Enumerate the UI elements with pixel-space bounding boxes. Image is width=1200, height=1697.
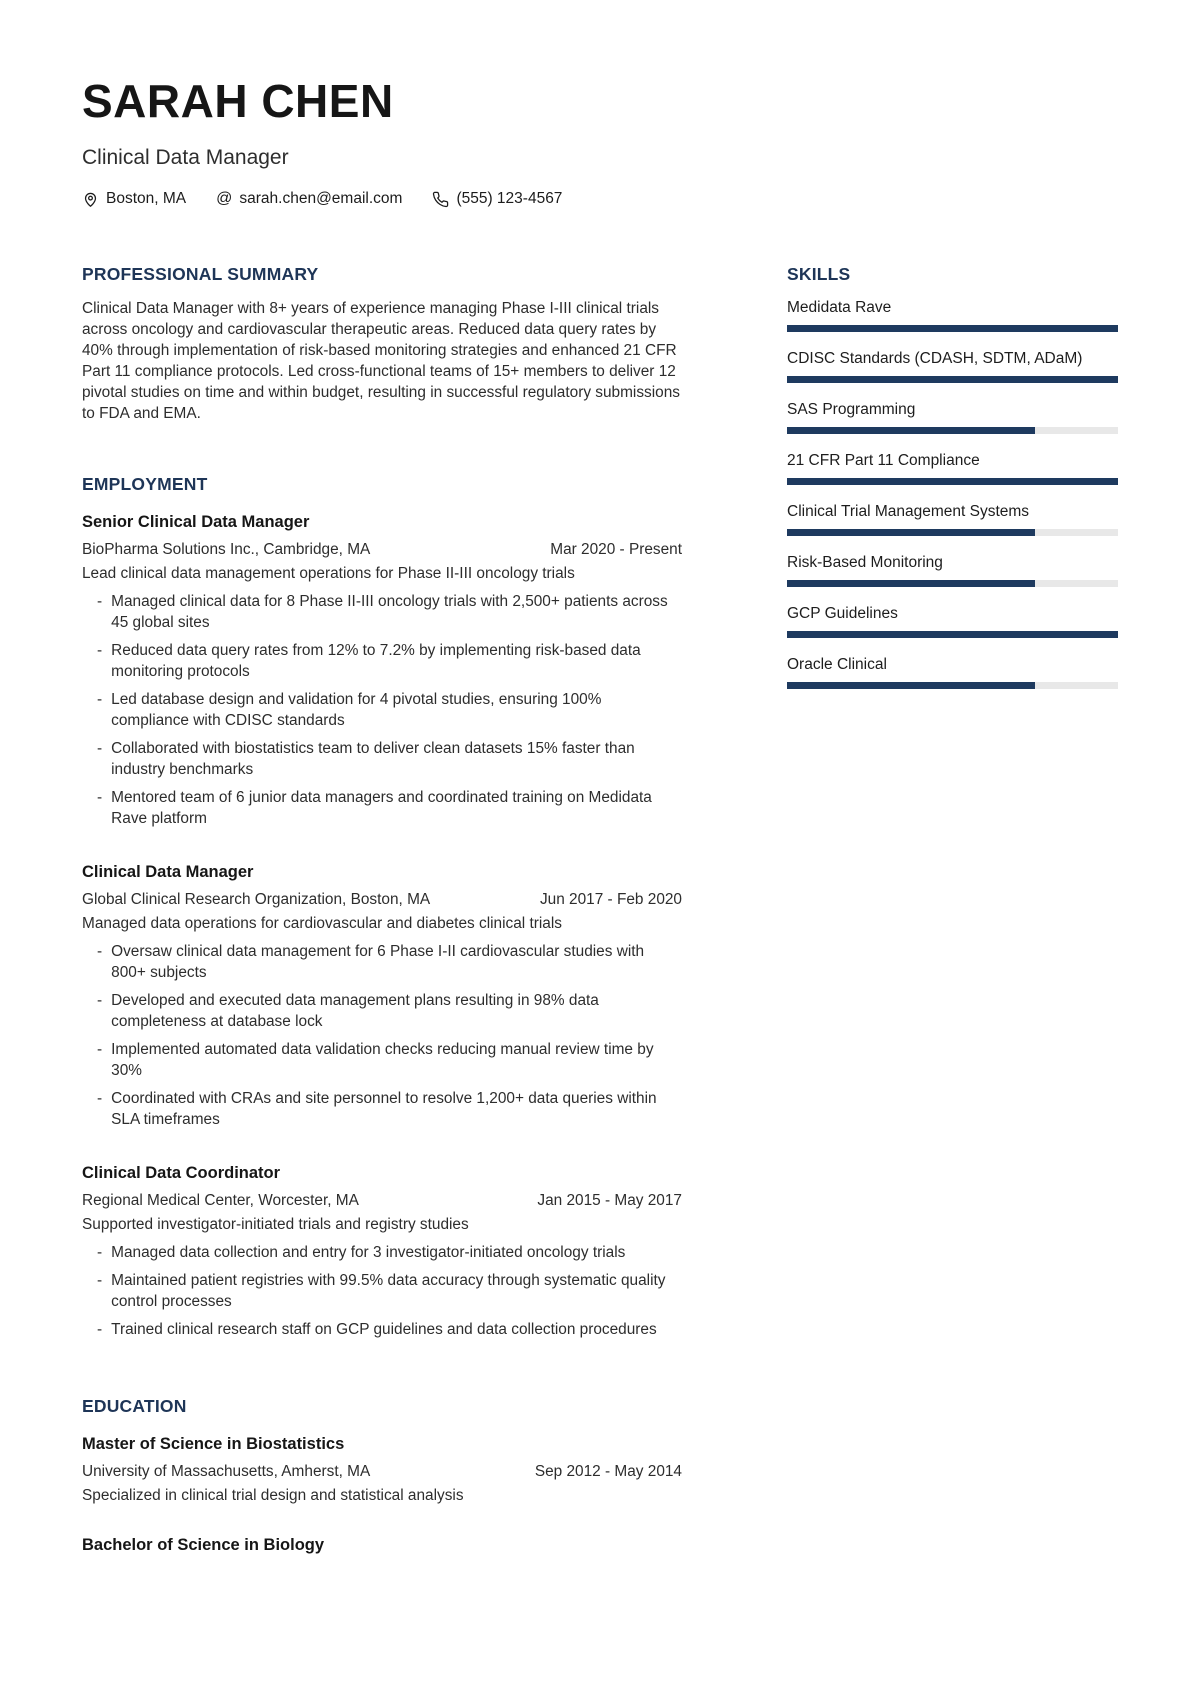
contact-text: (555) 123-4567	[456, 190, 563, 207]
contact-item	[216, 190, 402, 208]
job-summary: Managed data operations for cardiovascular and diabetes clinical trials	[82, 915, 562, 932]
skill-item	[787, 553, 1118, 587]
skill-bar-track	[787, 682, 1118, 689]
bullet-text: Implemented automated data validation checks reducing manual review time by 30%	[111, 1041, 654, 1079]
education-entry	[82, 1435, 682, 1506]
skill-name: Medidata Rave	[787, 299, 892, 316]
summary-heading: PROFESSIONAL SUMMARY	[82, 264, 319, 284]
bullet-text: Reduced data query rates from 12% to 7.2% by implementing risk-based data monitoring protocols	[111, 642, 641, 680]
bullet-text: Led database design and validation for 4 pivotal studies, ensuring 100% compliance with CDISC standards	[111, 691, 602, 729]
employment-heading: EMPLOYMENT	[82, 474, 208, 494]
person-name: SARAH CHEN	[82, 75, 394, 127]
bullet-marker: -	[97, 1090, 103, 1107]
bullet-item	[97, 1039, 682, 1081]
bullet-item	[97, 1088, 682, 1130]
skill-bar-fill	[787, 478, 1118, 485]
degree-title: Master of Science in Biostatistics	[82, 1435, 345, 1453]
phone-icon	[432, 191, 449, 208]
job-meta-row	[82, 539, 682, 560]
skill-item	[787, 604, 1118, 638]
bullet-text: Oversaw clinical data management for 6 Phase I-II cardiovascular studies with 800+ subjects	[111, 943, 645, 981]
job-bullets	[82, 1242, 682, 1340]
location-icon	[82, 191, 99, 208]
bullet-text: Coordinated with CRAs and site personnel to resolve 1,200+ data queries within SLA timeframes	[111, 1090, 657, 1128]
bullet-item	[97, 640, 682, 682]
skill-name: Oracle Clinical	[787, 656, 887, 673]
job-title: Clinical Data Coordinator	[82, 1164, 281, 1182]
job-company: Regional Medical Center, Worcester, MA	[82, 1192, 359, 1209]
bullet-marker: -	[97, 992, 103, 1009]
bullet-text: Trained clinical research staff on GCP guidelines and data collection procedures	[111, 1321, 657, 1338]
skill-bar-fill	[787, 580, 1035, 587]
bullet-marker: -	[97, 691, 103, 708]
job-summary: Supported investigator-initiated trials and registry studies	[82, 1216, 469, 1233]
jobs-container	[82, 513, 682, 1340]
skill-bar-fill	[787, 325, 1118, 332]
bullet-marker: -	[97, 1041, 103, 1058]
skills-heading: SKILLS	[787, 264, 851, 284]
skill-name: CDISC Standards (CDASH, SDTM, ADaM)	[787, 350, 1083, 367]
job-dates: Mar 2020 - Present	[550, 541, 682, 558]
job-bullets	[82, 591, 682, 829]
job-entry	[82, 1164, 682, 1340]
bullet-item	[97, 591, 682, 633]
skill-name: Clinical Trial Management Systems	[787, 503, 1030, 520]
skill-bar-track	[787, 580, 1118, 587]
skill-bar-track	[787, 478, 1118, 485]
education-meta-row	[82, 1461, 682, 1482]
skills-container	[787, 298, 1118, 689]
skill-bar-fill	[787, 631, 1118, 638]
job-entry	[82, 513, 682, 829]
skill-bar-fill	[787, 682, 1035, 689]
education-heading: EDUCATION	[82, 1396, 187, 1416]
bullet-text: Managed clinical data for 8 Phase II-III oncology trials with 2,500+ patients across 45 global sites	[111, 593, 668, 631]
job-company: BioPharma Solutions Inc., Cambridge, MA	[82, 541, 371, 558]
bullet-marker: -	[97, 740, 103, 757]
skill-item	[787, 655, 1118, 689]
job-company: Global Clinical Research Organization, Boston, MA	[82, 891, 431, 908]
bullet-marker: -	[97, 1244, 103, 1261]
skill-bar-track	[787, 529, 1118, 536]
bullet-item	[97, 689, 682, 731]
bullet-text: Collaborated with biostatistics team to deliver clean datasets 15% faster than industry benchmarks	[111, 740, 635, 778]
skill-item	[787, 349, 1118, 383]
job-title: Senior Clinical Data Manager	[82, 513, 310, 531]
job-title: Clinical Data Manager	[82, 863, 254, 881]
summary-section	[82, 264, 682, 424]
skill-item	[787, 502, 1118, 536]
skill-bar-track	[787, 427, 1118, 434]
education-container	[82, 1435, 682, 1555]
bullet-text: Managed data collection and entry for 3 investigator-initiated oncology trials	[111, 1244, 626, 1261]
skill-name: 21 CFR Part 11 Compliance	[787, 452, 980, 469]
education-entry	[82, 1536, 682, 1555]
person-title: Clinical Data Manager	[82, 146, 289, 169]
bullet-marker: -	[97, 943, 103, 960]
bullet-item	[97, 990, 682, 1032]
job-bullets	[82, 941, 682, 1130]
resume-header	[82, 75, 1118, 208]
bullet-item	[97, 941, 682, 983]
skill-item	[787, 298, 1118, 332]
job-summary: Lead clinical data management operations for Phase II-III oncology trials	[82, 565, 575, 582]
skill-bar-fill	[787, 427, 1035, 434]
job-dates: Jan 2015 - May 2017	[537, 1192, 682, 1209]
summary-text: Clinical Data Manager with 8+ years of experience managing Phase I-III clinical trials across oncology and cardiovascular therapeutic areas. Reduced data query rates by 40% through implementation of risk-based monitoring strategies and enhanced 21 CFR Part 11 compliance protocols. Led cross-functional teams of 15+ members to deliver 12 pivotal studies on time and within budget, resulting in successful regulatory submissions to FDA and EMA.	[82, 300, 680, 422]
skill-bar-track	[787, 376, 1118, 383]
degree-title: Bachelor of Science in Biology	[82, 1536, 325, 1554]
job-meta-row	[82, 889, 682, 910]
bullet-item	[97, 1319, 682, 1340]
bullet-text: Developed and executed data management plans resulting in 98% data completeness at database lock	[111, 992, 599, 1030]
right-column	[787, 264, 1118, 1562]
skill-bar-fill	[787, 376, 1118, 383]
job-dates: Jun 2017 - Feb 2020	[539, 891, 682, 908]
contact-text: sarah.chen@email.com	[239, 190, 403, 207]
contact-item	[82, 190, 186, 208]
contact-row	[82, 190, 1118, 208]
skill-bar-track	[787, 631, 1118, 638]
bullet-item	[97, 1242, 682, 1263]
job-entry	[82, 863, 682, 1130]
skills-section	[787, 264, 1118, 689]
contact-item	[432, 190, 562, 208]
skill-item	[787, 400, 1118, 434]
bullet-item	[97, 1270, 682, 1312]
bullet-text: Mentored team of 6 junior data managers and coordinated training on Medidata Rave platform	[111, 789, 652, 827]
bullet-marker: -	[97, 1321, 103, 1338]
skill-name: Risk-Based Monitoring	[787, 554, 943, 571]
education-dates: Sep 2012 - May 2014	[534, 1463, 682, 1480]
employment-section	[82, 474, 682, 1340]
bullet-marker: -	[97, 593, 103, 610]
bullet-marker: -	[97, 789, 103, 806]
bullet-marker: -	[97, 642, 103, 659]
left-column	[82, 264, 682, 1562]
skill-bar-track	[787, 325, 1118, 332]
two-column-layout	[82, 264, 1118, 1562]
education-school: University of Massachusetts, Amherst, MA	[82, 1463, 371, 1480]
bullet-item	[97, 738, 682, 780]
skill-item	[787, 451, 1118, 485]
email-icon: @	[216, 190, 233, 207]
bullet-item	[97, 787, 682, 829]
skill-name: GCP Guidelines	[787, 605, 898, 622]
bullet-text: Maintained patient registries with 99.5% data accuracy through systematic quality control processes	[111, 1272, 666, 1310]
skill-bar-fill	[787, 529, 1035, 536]
skill-name: SAS Programming	[787, 401, 916, 418]
bullet-marker: -	[97, 1272, 103, 1289]
education-detail: Specialized in clinical trial design and statistical analysis	[82, 1487, 464, 1504]
education-section	[82, 1396, 682, 1555]
contact-text: Boston, MA	[106, 190, 187, 207]
job-meta-row	[82, 1190, 682, 1211]
